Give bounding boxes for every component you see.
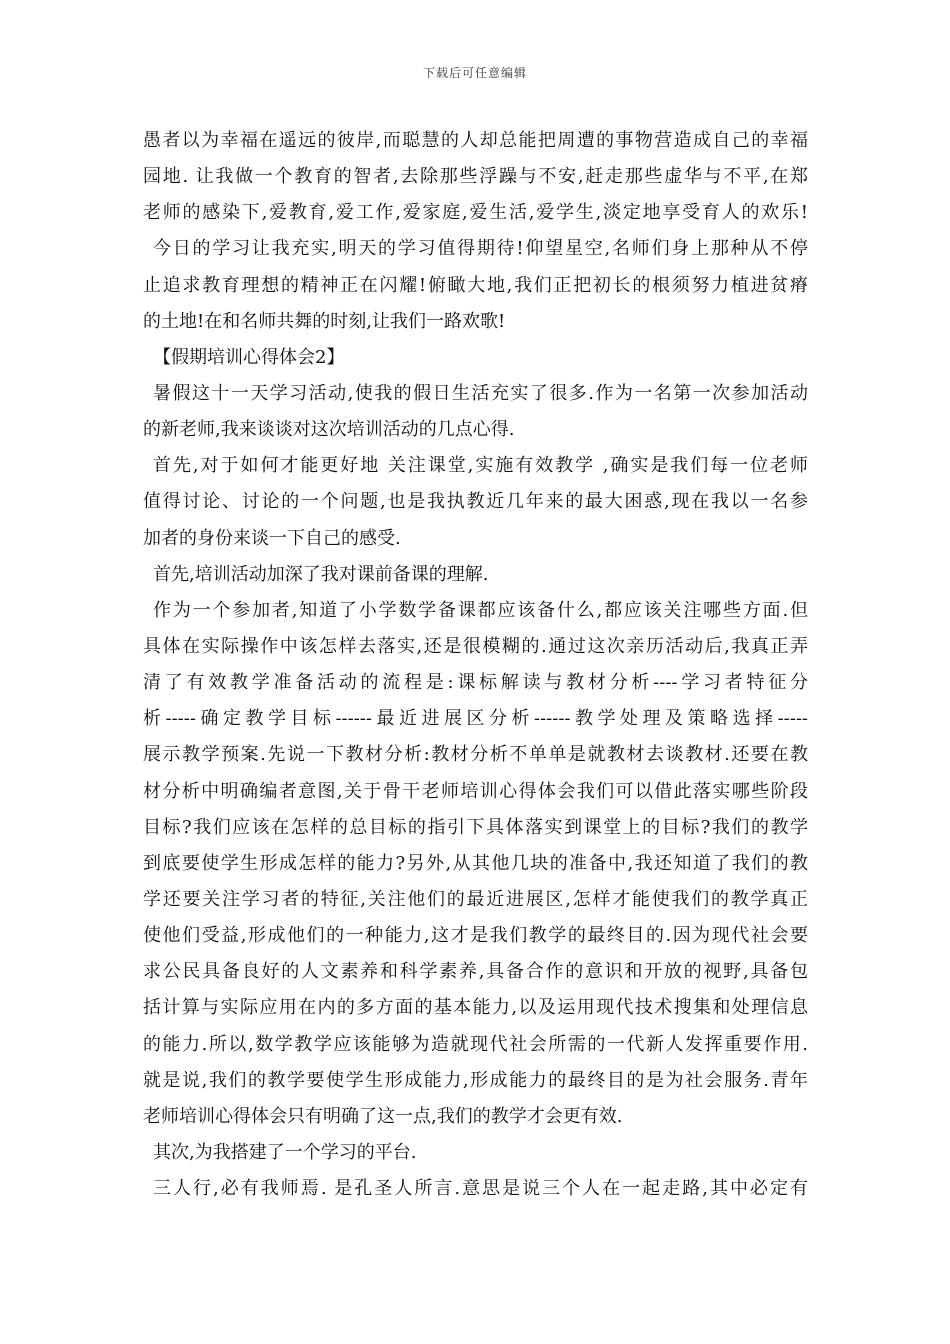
- text-line: 的新老师,我来谈谈对这次培训活动的几点心得.: [143, 419, 515, 441]
- text-line: 展示教学预案.先说一下教材分析:教材分析不单单是就教材去谈教材.还要在教: [143, 744, 808, 766]
- text-line: 材分析中明确编者意图,关于骨干老师培训心得体会我们可以借此落实哪些阶段: [143, 780, 808, 802]
- text-line: 止追求教育理想的精神正在闪耀!俯瞰大地,我们正把初长的根须努力植进贫瘠: [143, 274, 808, 296]
- text-line: 其次,为我搭建了一个学习的平台.: [153, 1141, 417, 1163]
- text-line: 就是说,我们的教学要使学生形成能力,形成能力的最终目的是为社会服务.青年: [143, 1069, 808, 1091]
- text-line: 首先,对于如何才能更好地 关注课堂,实施有效教学 ,确实是我们每一位老师: [153, 455, 808, 477]
- text-line: 析-----确定教学目标------最近进展区分析------教学处理及策略选择-----: [143, 708, 808, 730]
- text-line: 三人行,必有我师焉. 是孔圣人所言.意思是说三个人在一起走路,其中必定有: [153, 1178, 808, 1200]
- text-line: 括计算与实际应用在内的多方面的基本能力,以及运用现代技术搜集和处理信息: [143, 997, 808, 1019]
- text-line: 今日的学习让我充实,明天的学习值得期待!仰望星空,名师们身上那种从不停: [153, 238, 808, 260]
- text-line: 的能力.所以,数学教学应该能够为造就现代社会所需的一代新人发挥重要作用.: [143, 1033, 808, 1055]
- text-line: 加者的身份来谈一下自己的感受.: [143, 527, 401, 549]
- text-line: 到底要使学生形成怎样的能力?另外,从其他几块的准备中,我还知道了我们的教: [143, 852, 808, 874]
- text-line: 【假期培训心得体会2】: [153, 346, 345, 368]
- text-line: 愚者以为幸福在遥远的彼岸,而聪慧的人却总能把周遭的事物营造成自己的幸福: [143, 130, 808, 151]
- text-line: 学还要关注学习者的特征,关注他们的最近进展区,怎样才能使我们的教学真正: [143, 888, 808, 910]
- text-line: 求公民具备良好的人文素养和科学素养,具备合作的意识和开放的视野,具备包: [143, 961, 808, 983]
- text-line: 具体在实际操作中该怎样去落实,还是很模糊的.通过这次亲历活动后,我真正弄: [143, 635, 808, 657]
- text-line: 暑假这十一天学习活动,使我的假日生活充实了很多.作为一名第一次参加活动: [153, 382, 808, 404]
- text-line: 使他们受益,形成他们的一种能力,这才是我们教学的最终目的.因为现代社会要: [143, 925, 808, 947]
- text-line: 首先,培训活动加深了我对课前备课的理解.: [153, 563, 489, 585]
- text-line: 老师培训心得体会只有明确了这一点,我们的教学才会更有效.: [143, 1105, 623, 1127]
- text-line: 目标?我们应该在怎样的总目标的指引下具体落实到课堂上的目标?我们的教学: [143, 816, 808, 838]
- text-line: 园地. 让我做一个教育的智者,去除那些浮躁与不安,赶走那些虚华与不平,在郑: [143, 166, 808, 188]
- text-line: 作为一个参加者,知道了小学数学备课都应该备什么,都应该关注哪些方面.但: [153, 599, 808, 621]
- text-line: 的土地!在和名师共舞的时刻,让我们一路欢歌!: [143, 310, 506, 332]
- text-line: 老师的感染下,爱教育,爱工作,爱家庭,爱生活,爱学生,淡定地享受育人的欢乐!: [143, 202, 808, 224]
- text-line: 清了有效教学准备活动的流程是:课标解读与教材分析----学习者特征分: [143, 672, 808, 694]
- page-header: 下载后可任意编辑: [422, 66, 527, 80]
- document-body: [143, 123, 808, 1207]
- text-line: 值得讨论、讨论的一个问题,也是我执教近几年来的最大困惑,现在我以一名参: [143, 491, 808, 513]
